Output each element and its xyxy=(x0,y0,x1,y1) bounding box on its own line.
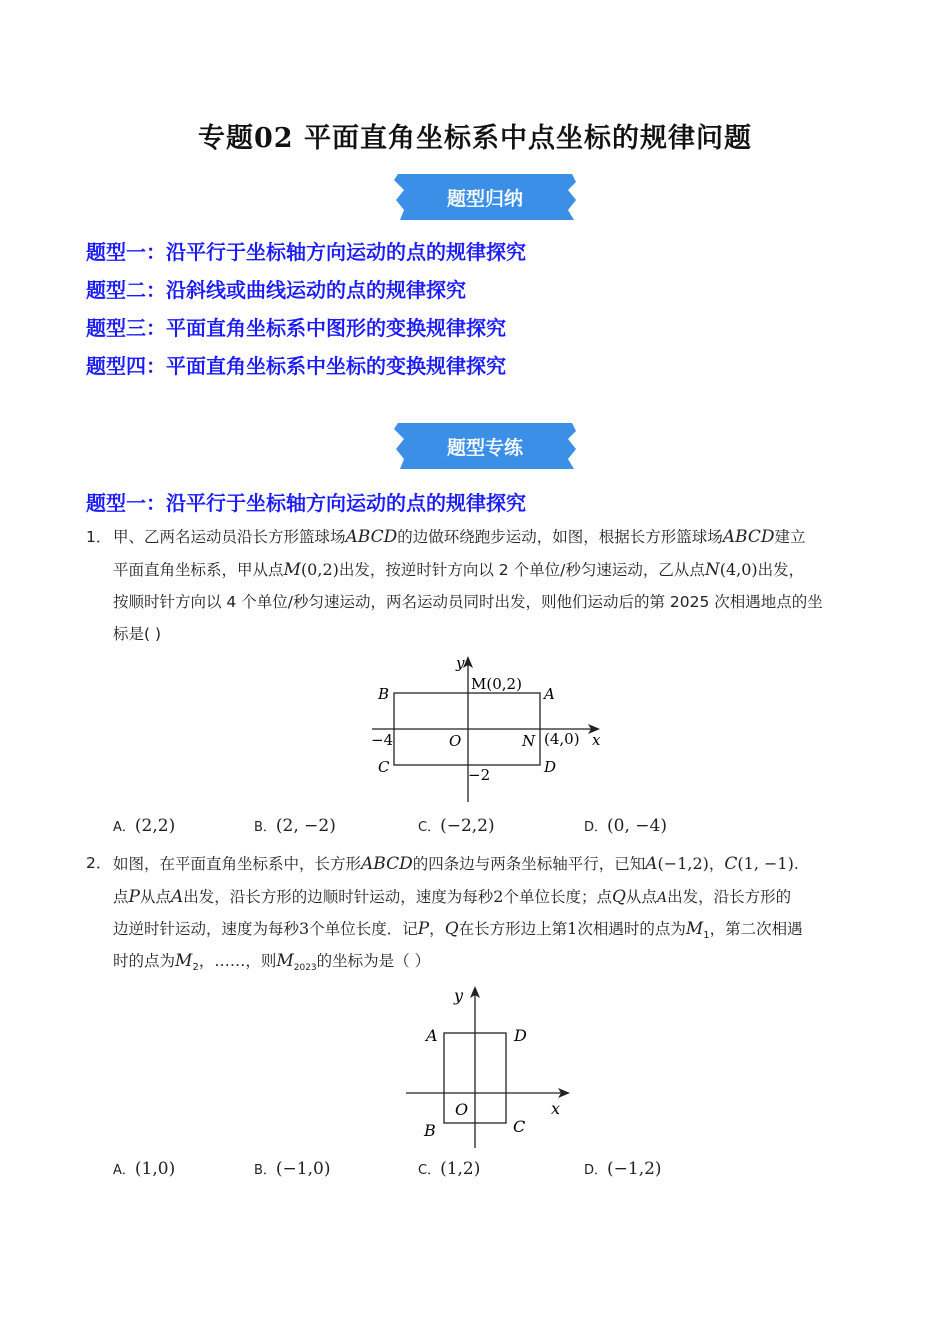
q1-label-n: N xyxy=(522,732,536,750)
q2-label-y: y xyxy=(454,986,464,1005)
q1-label-a: A xyxy=(544,685,555,703)
q1-label-neg4: −4 xyxy=(371,731,394,749)
q2-line-2: 点P从点A出发，沿长方形的边顺时针运动，速度为每秒2个单位长度；点Q从点A出发，沿长方形的 xyxy=(113,887,792,907)
q1-label-neg2: −2 xyxy=(468,766,491,784)
q1-option-d[interactable]: D．(0, −4) xyxy=(584,816,667,836)
q1-option-c[interactable]: C．(−2,2) xyxy=(418,816,495,836)
q2-line-4: 时的点为$M_2$，……，则$M_{2023}$的坐标为是（ ） xyxy=(113,951,431,974)
section-heading: 题型一：沿平行于坐标轴方向运动的点的规律探究 xyxy=(86,491,526,515)
q2-option-c[interactable]: C．(1,2) xyxy=(418,1159,481,1179)
q2-option-b[interactable]: B．(−1,0) xyxy=(254,1159,331,1179)
q2-label-b: B xyxy=(424,1121,436,1140)
q2-label-d: D xyxy=(514,1026,527,1045)
category-2[interactable]: 题型二：沿斜线或曲线运动的点的规律探究 xyxy=(86,278,466,302)
q1-option-b[interactable]: B．(2, −2) xyxy=(254,816,336,836)
q2-figure xyxy=(398,980,578,1150)
q1-label-c: C xyxy=(378,758,390,776)
category-1[interactable]: 题型一：沿平行于坐标轴方向运动的点的规律探究 xyxy=(86,240,526,264)
q1-option-a[interactable]: A．(2,2) xyxy=(113,816,176,836)
summary-banner-label: 题型归纳 xyxy=(446,187,523,210)
q1-label-d: D xyxy=(544,758,557,776)
q1-label-b: B xyxy=(378,685,390,703)
q1-label-ncoord: (4,0) xyxy=(544,730,580,748)
practice-banner xyxy=(392,421,578,471)
q2-label-o: O xyxy=(455,1100,469,1119)
q2-number: 2． xyxy=(86,854,112,872)
summary-banner xyxy=(392,172,578,222)
category-4[interactable]: 题型四：平面直角坐标系中坐标的变换规律探究 xyxy=(86,354,506,378)
q1-label-o: O xyxy=(449,732,462,750)
q1-line-4: 标是( ) xyxy=(113,625,162,643)
q2-line-3: 边逆时针运动，速度为每秒3个单位长度．记P，Q在长方形边上第1次相遇时的点为$M_1$，第二次相遇 xyxy=(113,919,803,942)
q1-label-x: x xyxy=(592,731,601,749)
q1-line-1: 甲、乙两名运动员沿长方形篮球场ABCD的边做环绕跑步运动，如图，根据长方形篮球场ABCD建立 xyxy=(113,527,806,547)
q1-number: 1． xyxy=(86,528,112,546)
category-3[interactable]: 题型三：平面直角坐标系中图形的变换规律探究 xyxy=(86,316,506,340)
q1-line-3: 按顺时针方向以 4 个单位/秒匀速运动，两名运动员同时出发，则他们运动后的第 2025 次相遇地点的坐 xyxy=(113,593,823,611)
q2-line-1: 如图，在平面直角坐标系中，长方形ABCD的四条边与两条坐标轴平行，已知A(−1,2)，C(1, −1). xyxy=(113,854,799,874)
q1-figure xyxy=(360,652,610,806)
q2-label-x: x xyxy=(551,1099,561,1118)
q2-label-a: A xyxy=(426,1026,438,1045)
q1-label-m: M(0,2) xyxy=(471,675,522,693)
q1-line-2: 平面直角坐标系，甲从点M(0,2)出发，按逆时针方向以 2 个单位/秒匀速运动，乙从点N(4,0)出发， xyxy=(113,560,805,580)
q2-option-d[interactable]: D．(−1,2) xyxy=(584,1159,662,1179)
q1-label-y: y xyxy=(456,654,465,672)
q2-label-c: C xyxy=(513,1117,526,1136)
practice-banner-label: 题型专练 xyxy=(446,436,523,459)
q2-option-a[interactable]: A．(1,0) xyxy=(113,1159,176,1179)
page-title: 专题02 平面直角坐标系中点坐标的规律问题 xyxy=(198,123,752,154)
